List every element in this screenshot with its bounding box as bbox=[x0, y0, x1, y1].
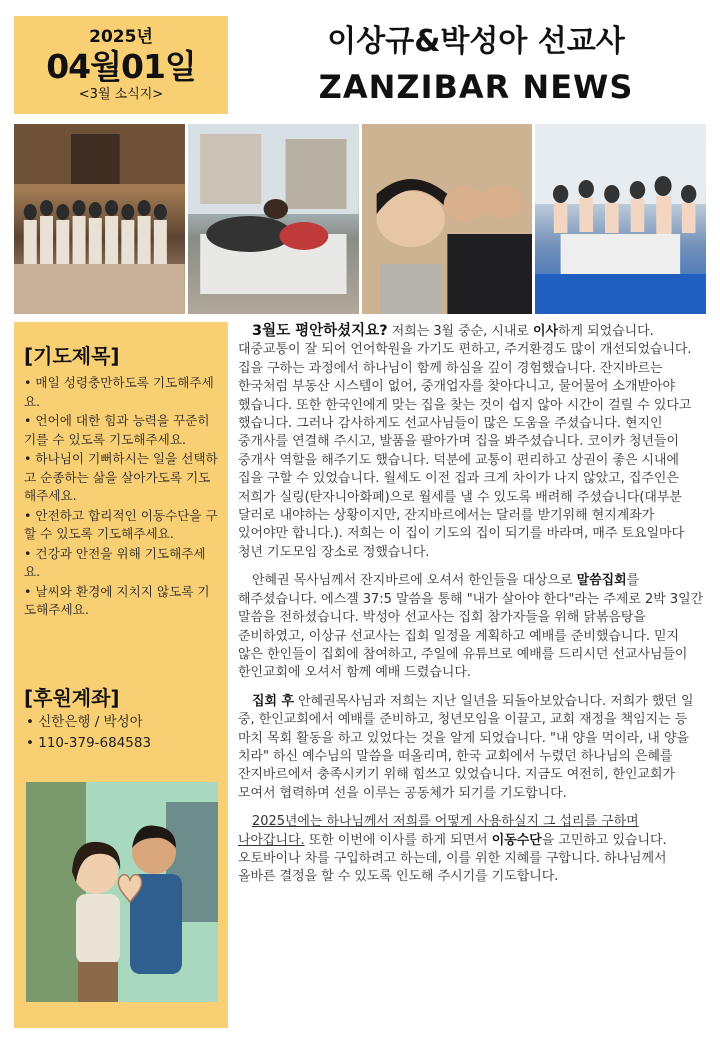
photo-strip bbox=[14, 124, 706, 314]
moving-truck-photo-icon bbox=[188, 124, 359, 314]
paragraph-moving: 3월도 평안하셨지요? 저희는 3월 중순, 시내로 이사하게 되었습니다. 대중교통이 잘 되어 언어학원을 가기도 편하고, 주거환경도 많이 개선되었습니다. 집을 구하는 과정에서 하나님이 함께 하심을 깊이 경험했습니다. 잔지바르는 한국처럼 부동산 시스템이 없어, 중개업자를 찾아다니고, 물어물어 소개받아야 했습니다. 또한 한국인에게 맞는 집을 찾는 것이 쉽지 않아 시간이 걸릴 수 있다고 했습니다. 그러나 감사하게도 선교사님들이 많은 도움을 주셨습니다. 현지인 중개사를 연결해 주시고, 발품을 팔아가며 집을 봐주셨습니다. 코이카 청년들이 중개사 역할을 해주기도 했습니다. 덕분에 교통이 편리하고 상권이 좋은 시내에 집을 구할 수 있었습니다. 월세도 이전 집과 크게 차이가 나지 않았고, 집주인은 저희가 실링(탄자니아화폐)으로 월세를 낼 수 있도록 배려해 주셨습니다(대부분 달러로 내야하는 상황이지만, 잔지바르에서는 달러를 받기위해 현지계좌가 있어야만 합니다.). 저희는 이 집이 기도의 집이 되기를 바라며, 매주 토요일마다 청년 기도모임 장소로 정했습니다. bbox=[238, 323, 692, 560]
highlight-moving: 이사 bbox=[533, 324, 558, 339]
paragraph-2025-plans: 2025년에는 하나님께서 저희를 어떻게 사용하실지 그 섭리를 구하며 나아갑니다. 또한 이번에 이사를 하게 되면서 이동수단을 고민하고 있습니다. 오토바이나 차를 구입하려고 하는데, 이를 위한 지혜를 구합니다. 하나님께서 올바른 결정을 할 수 있도록 인도해 주시기를 기도합니다. bbox=[238, 814, 667, 885]
account-bank: • 신한은행 / 박성아 bbox=[26, 714, 143, 730]
main-article bbox=[238, 322, 704, 897]
underlined-sentence: 2025년에는 하나님께서 저희를 어떻게 사용하실지 그 섭리를 구하며 나아갑니다. bbox=[238, 814, 639, 848]
highlight-transport: 이동수단 bbox=[491, 832, 542, 848]
account-heading: [후원계좌] bbox=[24, 686, 120, 710]
paragraph-lead: 3월도 평안하셨지요? bbox=[252, 323, 388, 339]
missionary-names: 이상규&박성아 선교사 bbox=[327, 24, 625, 59]
issue-date: 04월01일 bbox=[46, 47, 196, 86]
group-photo-icon bbox=[14, 124, 185, 314]
issue-year: 2025년 bbox=[89, 27, 153, 47]
prayer-list bbox=[24, 374, 220, 621]
date-box bbox=[14, 16, 228, 114]
account-list bbox=[26, 712, 222, 754]
paragraph-reflection: 집회 후 안혜권목사님과 저희는 지난 일년을 되돌아보았습니다. 저희가 했던 일 중, 한인교회에서 예배를 준비하고, 청년모임을 이끌고, 교회 재정을 책임지는 등 마치 목회 활동을 하고 있었다는 것을 알게 되었습니다. "내 양을 먹이라, 내 양을 치라" 하신 예수님의 말씀을 떠올리며, 한국 교회에서 누렸던 하나님의 은혜를 잔지바르에서 충족시키기 위해 힘쓰고 있었습니다. 지금도 여전히, 한인교회가 모여서 협력하며 선을 이루는 공동체가 되기를 기도합니다. bbox=[238, 693, 694, 801]
newsletter-title bbox=[246, 22, 706, 108]
prayer-item: • 하나님이 기뻐하시는 일을 선택하고 순종하는 삶을 살아가도록 기도해주세요. bbox=[24, 451, 218, 503]
prayer-item: • 건강과 안전을 위해 기도해주세요. bbox=[24, 545, 206, 579]
meal-photo-icon bbox=[535, 124, 706, 314]
prayer-item: • 언어에 대한 힘과 능력을 꾸준히 기를 수 있도록 기도해주세요. bbox=[24, 413, 210, 447]
paragraph-revival-meeting: 안혜권 목사님께서 잔지바르에 오셔서 한인들을 대상으로 말씀집회를 해주셨습니다. 에스겔 37:5 말씀을 통해 "내가 살아야 한다"라는 주제로 2박 3일간 말씀을 전하셨습니다. 박성아 선교사는 집회 참가자들을 위해 닭볶음탕을 준비하였고, 이상규 선교사는 집회 일정을 계획하고 예배를 준비했습니다. 믿지 않은 한인들이 집회에 참여하고, 주일에 유튜브로 예배를 드리시던 선교사님들이 한인교회에 오셔서 함께 예배 드렸습니다. bbox=[238, 573, 704, 681]
prayer-item: • 매일 성령충만하도록 기도해주세요. bbox=[24, 375, 214, 409]
sidebar bbox=[14, 322, 228, 1028]
highlight-revival: 말씀집회 bbox=[576, 573, 627, 589]
issue-subtitle: <3월 소식지> bbox=[78, 87, 164, 102]
prayer-heading: [기도제목] bbox=[24, 344, 120, 368]
newsletter-name: ZANZIBAR NEWS bbox=[318, 68, 634, 106]
account-number: • 110-379-684583 bbox=[26, 735, 152, 751]
prayer-item: • 안전하고 합리적인 이동수단을 구할 수 있도록 기도해주세요. bbox=[24, 507, 218, 541]
highlight-after-meeting: 집회 후 bbox=[252, 693, 294, 709]
couple-heart-illustration-icon bbox=[26, 782, 218, 1002]
prayer-item: • 날씨와 환경에 지치지 않도록 기도해주세요. bbox=[24, 583, 210, 617]
selfie-photo-icon bbox=[362, 124, 533, 314]
